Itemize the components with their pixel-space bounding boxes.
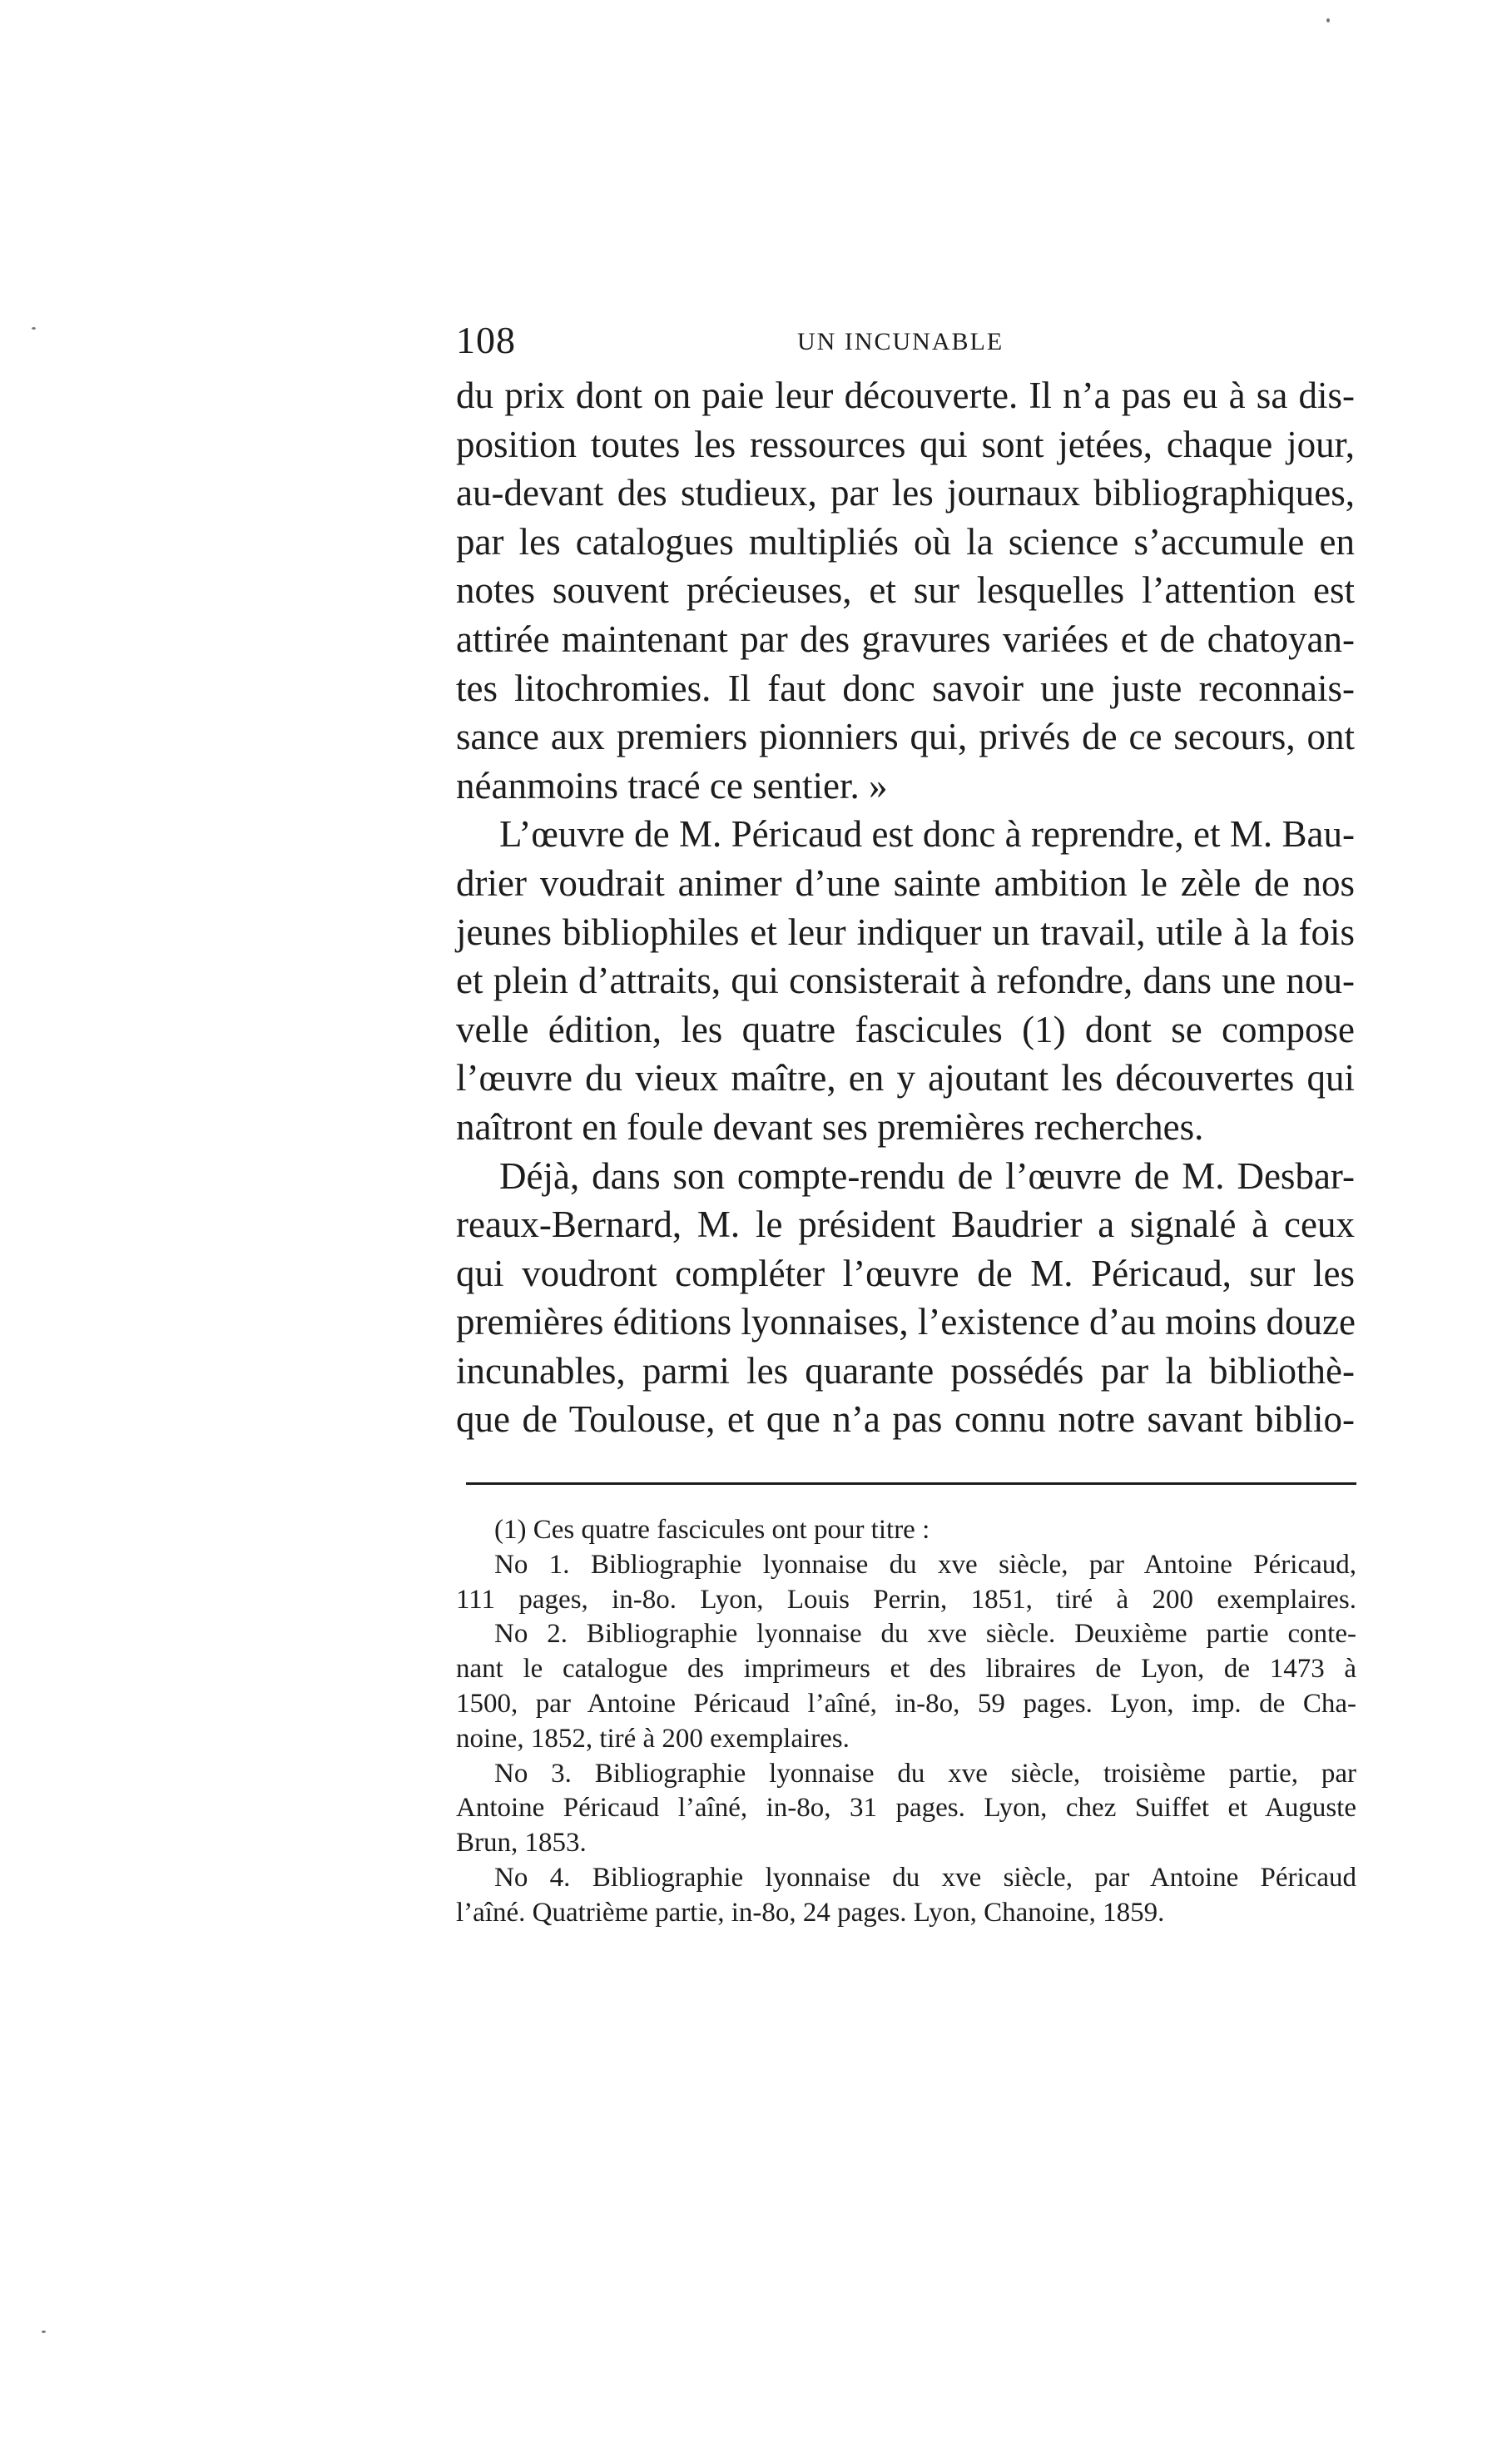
paper-speck xyxy=(32,327,36,330)
footnote-line: nant le catalogue des imprimeurs et des libraires de Lyon, de 1473 à xyxy=(456,1654,1356,1685)
body-line: Déjà, dans son compte-rendu de l’œuvre de M. Desbar- xyxy=(499,1154,1355,1197)
running-title: UN INCUNABLE xyxy=(797,328,1004,355)
body-line: que de Toulouse, et que n’a pas connu notre savant biblio- xyxy=(456,1398,1355,1441)
body-line: attirée maintenant par des gravures variées et de chatoyan- xyxy=(456,618,1355,660)
footnote-line: No 4. Bibliographie lyonnaise du xve siècle, par Antoine Péricaud xyxy=(494,1862,1356,1893)
page-number: 108 xyxy=(456,319,516,361)
footnote-line: Brun, 1853. xyxy=(456,1828,587,1859)
footnote-line: (1) Ces quatre fascicules ont pour titre : xyxy=(494,1515,930,1545)
body-line: velle édition, les quatre fascicules (1) dont se compose xyxy=(456,1008,1355,1050)
paper-speck xyxy=(1326,18,1330,22)
footnote-line: 111 pages, in-8o. Lyon, Louis Perrin, 1851, tiré à 200 exemplaires. xyxy=(456,1584,1356,1615)
body-line: par les catalogues multipliés où la science s’accumule en xyxy=(456,520,1355,563)
footnote-line: 1500, par Antoine Péricaud l’aîné, in-8o, 59 pages. Lyon, imp. de Cha- xyxy=(456,1688,1356,1719)
body-line: reaux-Bernard, M. le président Baudrier a signalé à ceux xyxy=(456,1204,1355,1246)
footnote-line: No 2. Bibliographie lyonnaise du xve siècle. Deuxième partie conte- xyxy=(494,1619,1356,1650)
body-line: L’œuvre de M. Péricaud est donc à reprendre, et M. Bau- xyxy=(499,813,1355,856)
footnote-line: No 3. Bibliographie lyonnaise du xve siècle, troisième partie, par xyxy=(494,1758,1356,1789)
footnote-line: No 1. Bibliographie lyonnaise du xve siècle, par Antoine Péricaud, xyxy=(494,1549,1356,1580)
paper-speck xyxy=(42,2330,46,2333)
footnote-rule xyxy=(466,1482,1356,1485)
body-text xyxy=(456,371,1355,1444)
body-line: tes litochromies. Il faut donc savoir une juste reconnais- xyxy=(456,667,1355,709)
body-line: position toutes les ressources qui sont jetées, chaque jour, xyxy=(456,423,1355,465)
footnotes xyxy=(456,1513,1356,1931)
body-line: jeunes bibliophiles et leur indiquer un travail, utile à la fois xyxy=(456,911,1355,953)
footnote-line: l’aîné. Quatrième partie, in-8o, 24 pages. Lyon, Chanoine, 1859. xyxy=(456,1897,1165,1928)
body-line: qui voudront compléter l’œuvre de M. Péricaud, sur les xyxy=(456,1252,1355,1294)
body-line: drier voudrait animer d’une sainte ambition le zèle de nos xyxy=(456,861,1355,904)
body-line: sance aux premiers pionniers qui, privés de ce secours, ont xyxy=(456,716,1355,758)
body-line: l’œuvre du vieux maître, en y ajoutant les découvertes qui xyxy=(456,1057,1355,1099)
body-line: premières éditions lyonnaises, l’existence d’au moins douze xyxy=(456,1301,1356,1343)
body-line: naîtront en foule devant ses premières recherches. xyxy=(456,1105,1204,1148)
footnote-line: Antoine Péricaud l’aîné, in-8o, 31 pages. Lyon, chez Suiffet et Auguste xyxy=(456,1793,1356,1824)
body-line: notes souvent précieuses, et sur lesquelles l’attention est xyxy=(456,569,1355,612)
body-line: incunables, parmi les quarante possédés par la bibliothè- xyxy=(456,1349,1355,1392)
body-line: et plein d’attraits, qui consisterait à refondre, dans une nou- xyxy=(456,960,1355,1002)
footnote-line: noine, 1852, tiré à 200 exemplaires. xyxy=(456,1723,850,1754)
body-line: du prix dont on paie leur découverte. Il n’a pas eu à sa dis- xyxy=(456,375,1355,416)
running-head xyxy=(456,318,1355,368)
body-line: au-devant des studieux, par les journaux bibliographiques, xyxy=(456,472,1355,514)
body-line: néanmoins tracé ce sentier. » xyxy=(456,764,888,807)
